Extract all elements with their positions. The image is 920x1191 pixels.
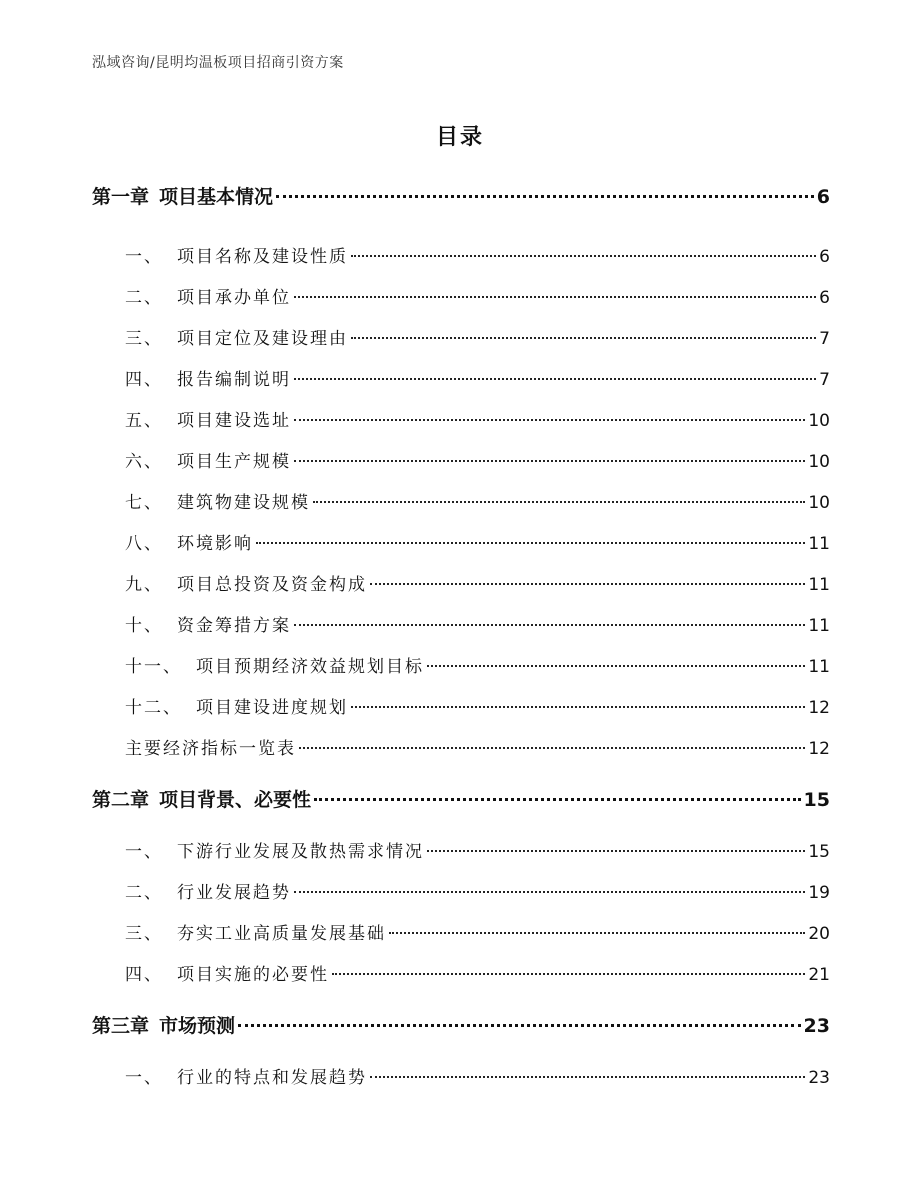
toc-section-entry[interactable] [125, 531, 830, 557]
toc-page-number: 7 [819, 370, 830, 390]
toc-entry-label: 主要经济指标一览表 [125, 739, 296, 759]
toc-section-entry[interactable] [125, 654, 830, 680]
toc-page-number: 23 [808, 1068, 830, 1088]
toc-dot-leader [276, 195, 814, 198]
toc-dot-leader [351, 337, 816, 339]
toc-entry-number: 二、 [125, 288, 163, 308]
toc-page-number: 11 [808, 657, 830, 677]
toc-entry-number: 十、 [125, 616, 163, 636]
toc-dot-leader [299, 747, 805, 749]
toc-dot-leader [256, 542, 805, 544]
toc-entry-label: 资金筹措方案 [177, 616, 291, 636]
toc-page-number: 21 [808, 965, 830, 985]
toc-entry-label: 项目承办单位 [177, 288, 291, 308]
toc-page-number: 12 [808, 698, 830, 718]
toc-page-number: 12 [808, 739, 830, 759]
toc-section-entry[interactable] [125, 326, 830, 352]
toc-entry-number: 九、 [125, 575, 163, 595]
toc-chapter-entry[interactable] [92, 785, 830, 815]
toc-chapter-entry[interactable] [92, 182, 830, 212]
toc-entry-number: 第一章 [92, 186, 150, 208]
toc-section-entry[interactable] [125, 408, 830, 434]
toc-entry-label: 项目建设进度规划 [196, 698, 348, 718]
toc-page-number: 15 [803, 789, 830, 811]
toc-page-number: 6 [816, 186, 830, 208]
toc-entry-number: 八、 [125, 534, 163, 554]
toc-dot-leader [314, 798, 801, 801]
toc-section-entry[interactable] [125, 490, 830, 516]
toc-entry-label: 项目预期经济效益规划目标 [196, 657, 424, 677]
toc-entry-number: 十二、 [125, 698, 182, 718]
toc-entry-number: 二、 [125, 883, 163, 903]
toc-dot-leader [351, 255, 816, 257]
toc-section-entry[interactable] [125, 695, 830, 721]
toc-entry-label: 项目建设选址 [177, 411, 291, 431]
toc-page-number: 10 [808, 452, 830, 472]
toc-entry-label: 项目基本情况 [159, 186, 274, 208]
toc-entry-label: 项目实施的必要性 [177, 965, 329, 985]
toc-entry-number: 六、 [125, 452, 163, 472]
toc-chapter-entry[interactable] [92, 1011, 830, 1041]
toc-dot-leader [294, 378, 816, 380]
toc-page-number: 6 [819, 247, 830, 267]
toc-section-entry[interactable] [125, 449, 830, 475]
toc-dot-leader [370, 583, 805, 585]
toc-entry-number: 四、 [125, 965, 163, 985]
toc-entry-label: 环境影响 [177, 534, 253, 554]
toc-entry-label: 项目总投资及资金构成 [177, 575, 367, 595]
toc-entry-number: 第二章 [92, 789, 150, 811]
toc-entry-number: 四、 [125, 370, 163, 390]
toc-section-entry[interactable] [125, 736, 830, 762]
toc-section-entry[interactable] [125, 572, 830, 598]
toc-entry-number: 第三章 [92, 1015, 150, 1037]
toc-page-number: 10 [808, 493, 830, 513]
toc-entry-number: 十一、 [125, 657, 182, 677]
toc-entry-number: 三、 [125, 329, 163, 349]
toc-section-entry[interactable] [125, 921, 830, 947]
toc-title: 目录 [435, 125, 484, 150]
toc-page-number: 23 [803, 1015, 830, 1037]
toc-page-number: 11 [808, 575, 830, 595]
toc-dot-leader [427, 665, 805, 667]
toc-section-entry[interactable] [125, 880, 830, 906]
toc-dot-leader [370, 1076, 805, 1078]
toc-page-number: 15 [808, 842, 830, 862]
toc-entry-label: 行业发展趋势 [177, 883, 291, 903]
toc-entry-label: 下游行业发展及散热需求情况 [177, 842, 424, 862]
toc-dot-leader [294, 460, 805, 462]
toc-entry-number: 七、 [125, 493, 163, 513]
toc-section-entry[interactable] [125, 285, 830, 311]
toc-page-number: 7 [819, 329, 830, 349]
toc-section-entry[interactable] [125, 839, 830, 865]
toc-entry-number: 三、 [125, 924, 163, 944]
toc-section-entry[interactable] [125, 613, 830, 639]
toc-entry-label: 项目定位及建设理由 [177, 329, 348, 349]
toc-section-entry[interactable] [125, 962, 830, 988]
toc-page-number: 20 [808, 924, 830, 944]
toc-entry-label: 项目背景、必要性 [159, 789, 312, 811]
toc-entry-label: 建筑物建设规模 [177, 493, 310, 513]
toc-page-number: 11 [808, 534, 830, 554]
toc-dot-leader [294, 419, 805, 421]
toc-entry-number: 五、 [125, 411, 163, 431]
toc-section-entry[interactable] [125, 367, 830, 393]
toc-dot-leader [238, 1024, 801, 1027]
running-header: 泓域咨询/昆明均温板项目招商引资方案 [92, 55, 344, 71]
toc-entry-label: 项目名称及建设性质 [177, 247, 348, 267]
toc-dot-leader [313, 501, 805, 503]
toc-entry-label: 行业的特点和发展趋势 [177, 1068, 367, 1088]
toc-dot-leader [427, 850, 805, 852]
toc-entry-label: 夯实工业高质量发展基础 [177, 924, 386, 944]
toc-dot-leader [389, 932, 805, 934]
toc-page-number: 19 [808, 883, 830, 903]
toc-section-entry[interactable] [125, 1065, 830, 1091]
toc-page-number: 6 [819, 288, 830, 308]
toc-section-entry[interactable] [125, 244, 830, 270]
toc-entry-number: 一、 [125, 247, 163, 267]
toc-entry-number: 一、 [125, 842, 163, 862]
toc-entry-label: 报告编制说明 [177, 370, 291, 390]
toc-dot-leader [294, 891, 805, 893]
toc-page-number: 10 [808, 411, 830, 431]
toc-dot-leader [351, 706, 805, 708]
toc-dot-leader [294, 624, 805, 626]
toc-dot-leader [332, 973, 805, 975]
toc-page-number: 11 [808, 616, 830, 636]
toc-dot-leader [294, 296, 816, 298]
toc-entry-label: 项目生产规模 [177, 452, 291, 472]
toc-entry-number: 一、 [125, 1068, 163, 1088]
toc-entry-label: 市场预测 [159, 1015, 236, 1037]
